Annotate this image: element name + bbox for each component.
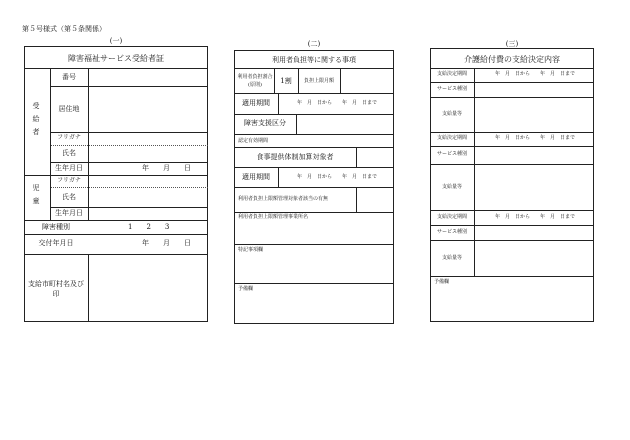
notes-label: 特記事項欄 (238, 247, 264, 253)
block1-service-label: サービス種別 (436, 86, 467, 92)
meal-label: 食事提供体制加算対象者 (256, 153, 334, 161)
child-birth-label: 生年月日 (55, 209, 83, 217)
burden-cap-label: 負担上限月額 (303, 78, 334, 84)
name-label: 氏名 (62, 149, 76, 157)
issue-date-label: 交付年月日 (38, 239, 74, 247)
panel2-number: (二) (307, 40, 321, 48)
recipient-label: 受給者 (32, 102, 40, 141)
block1-period-label: 支給決定期間 (436, 71, 467, 77)
cert-period-label: 認定有効期間 (238, 138, 269, 144)
form-id: 第５号様式（第５条関係） (22, 25, 106, 33)
cap-mgmt-label: 利用者負担上限額管理対象者該当の有無 (238, 196, 329, 202)
block1-period-value: 年 月 日から 年 月 日まで (494, 71, 575, 77)
panel1-number: (一) (109, 37, 123, 45)
panel3-number: (三) (505, 40, 519, 48)
support-category-label: 障害支援区分 (244, 119, 286, 127)
disability-type-label: 障害種別 (42, 223, 70, 231)
block2-service-label: サービス種別 (436, 151, 467, 157)
child-label: 児童 (32, 184, 40, 210)
block3-amount-label: 支給量等 (441, 255, 462, 261)
panel1-title: 障害福祉サービス受給者証 (68, 54, 164, 63)
block1-amount-label: 支給量等 (441, 111, 462, 117)
block2-period-value: 年 月 日から 年 月 日まで (494, 135, 575, 141)
period-value: 年 月 日から 年 月 日まで (296, 100, 377, 106)
block3-period-label: 支給決定期間 (436, 214, 467, 220)
birth-label: 生年月日 (55, 164, 83, 172)
birth-date-placeholder: 年 月 日 (142, 164, 191, 172)
panel2-title: 利用者負担等に関する事項 (272, 56, 356, 64)
period2-value: 年 月 日から 年 月 日まで (296, 174, 377, 180)
panel3-title: 介護給付費の支給決定内容 (464, 55, 560, 64)
block3-period-value: 年 月 日から 年 月 日まで (494, 214, 575, 220)
child-furigana-label: フリガナ (57, 177, 81, 184)
child-name-label: 氏名 (62, 193, 76, 201)
panel2-remarks-label: 予備欄 (238, 286, 254, 292)
cap-mgmt-office-label: 利用者負担上限額管理事業所名 (238, 214, 309, 220)
furigana-label: フリガナ (57, 134, 81, 141)
block3-service-label: サービス種別 (436, 229, 467, 235)
burden-ratio-label: 利用者負担割合(原則) (237, 74, 273, 88)
address-label: 居住地 (58, 105, 80, 113)
period2-label: 適用期間 (242, 173, 270, 181)
municipality-label: 支給市町村名及び印 (28, 280, 84, 298)
issue-date-placeholder: 年 月 日 (142, 239, 191, 247)
disability-options: 1 2 3 (128, 223, 170, 231)
panel3-remarks-label: 予備欄 (434, 279, 450, 285)
block2-amount-label: 支給量等 (441, 184, 462, 190)
number-label: 番号 (62, 73, 76, 81)
burden-ratio-value: 1割 (280, 77, 292, 85)
period-label: 適用期間 (242, 99, 270, 107)
block2-period-label: 支給決定期間 (436, 135, 467, 141)
